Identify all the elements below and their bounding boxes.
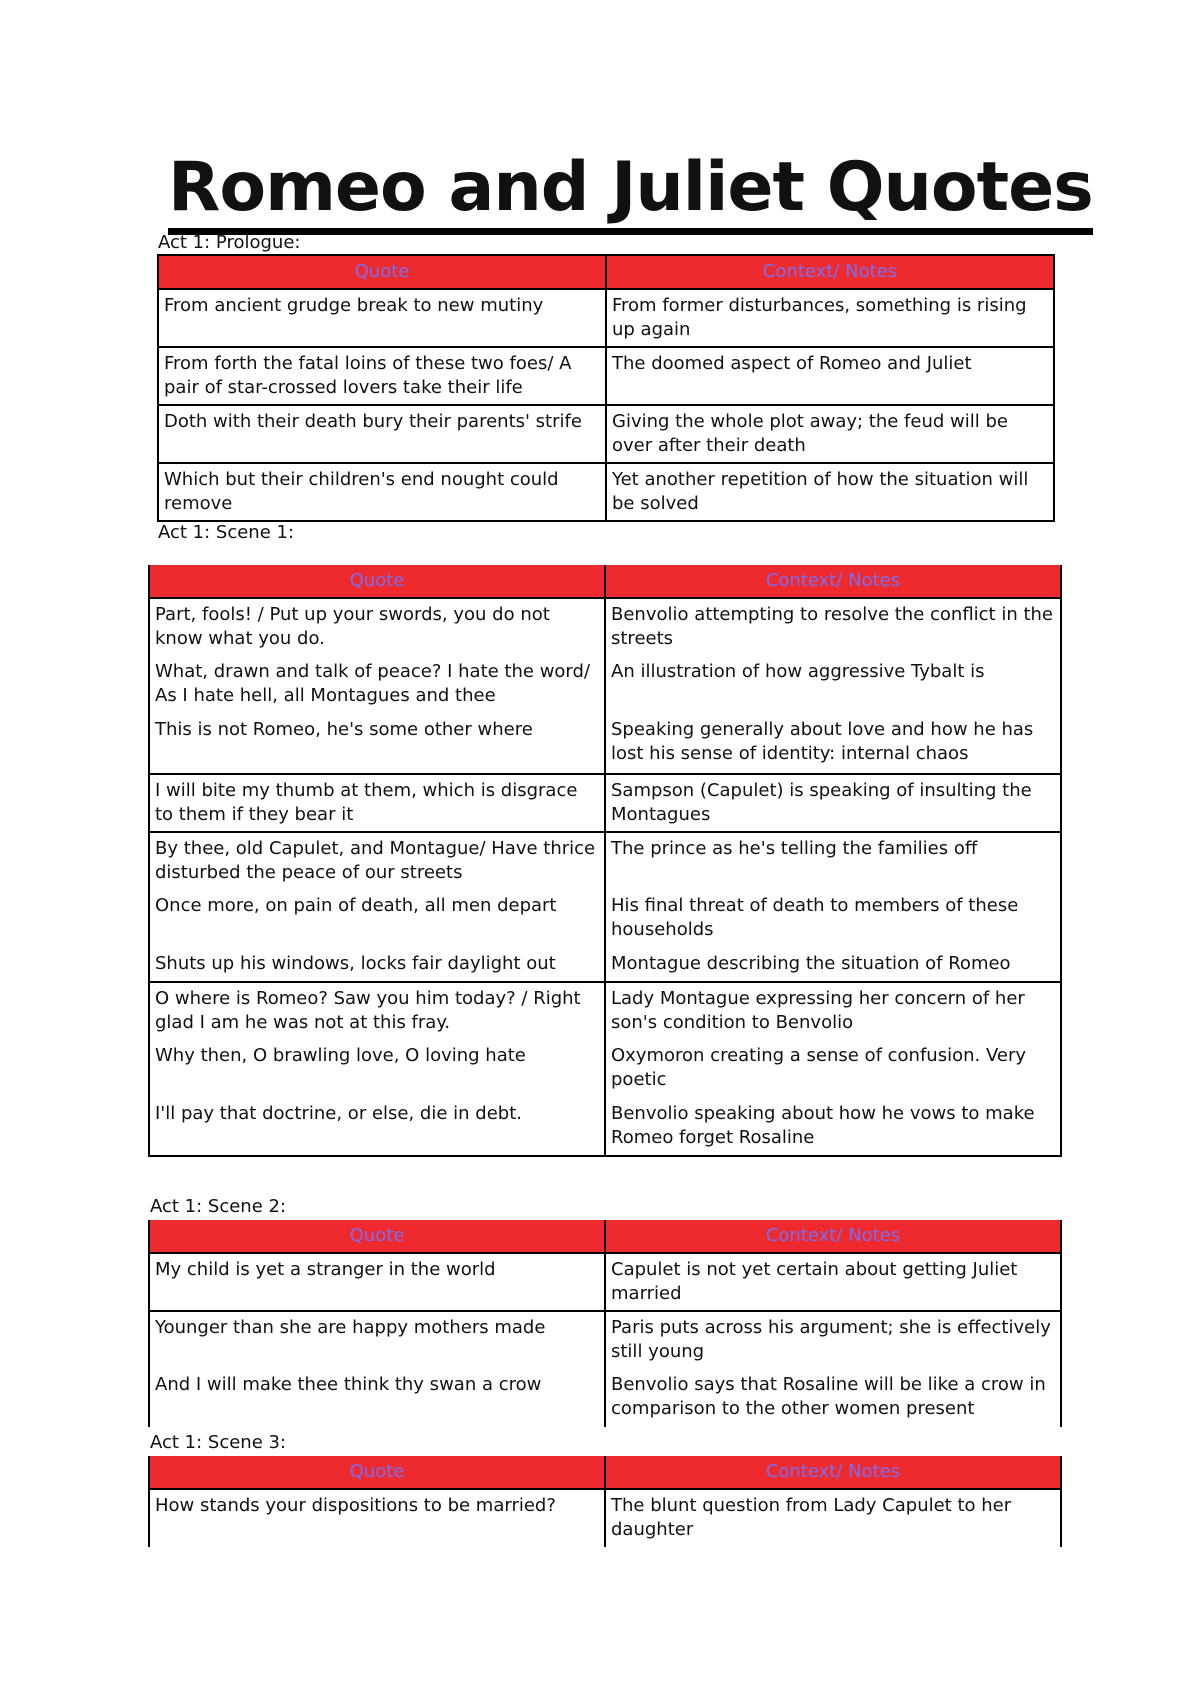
quote-cell: Doth with their death bury their parents' strife: [158, 405, 606, 463]
table-header-row: [149, 1456, 1061, 1489]
notes-cell: Benvolio attempting to resolve the conflict in the streets: [605, 598, 1061, 656]
page-title: Romeo and Juliet Quotes: [168, 148, 1093, 235]
quotes-table-scene-1: [148, 565, 1062, 1157]
table-row: [158, 289, 1054, 347]
notes-cell: Yet another repetition of how the situation will be solved: [606, 463, 1054, 521]
table-row: [149, 1311, 1061, 1369]
table-header-row: [149, 565, 1061, 598]
table-row: [149, 1489, 1061, 1547]
notes-cell: The prince as he's telling the families off: [605, 832, 1061, 890]
quotes-table-scene-3: [148, 1456, 1062, 1547]
quotes-table-prologue: [157, 254, 1055, 522]
notes-cell: His final threat of death to members of these households: [605, 890, 1061, 948]
column-header-notes: Context/ Notes: [605, 565, 1061, 598]
table-header-row: [158, 255, 1054, 289]
table-row: [149, 832, 1061, 890]
notes-cell: Sampson (Capulet) is speaking of insulting the Montagues: [605, 774, 1061, 832]
notes-cell: The doomed aspect of Romeo and Juliet: [606, 347, 1054, 405]
notes-cell: Benvolio says that Rosaline will be like a crow in comparison to the other women present: [605, 1369, 1061, 1427]
notes-cell: Montague describing the situation of Romeo: [605, 948, 1061, 982]
quote-cell: Which but their children's end nought could remove: [158, 463, 606, 521]
quote-cell: This is not Romeo, he's some other where: [149, 714, 605, 774]
quote-cell: Why then, O brawling love, O loving hate: [149, 1040, 605, 1098]
notes-cell: An illustration of how aggressive Tybalt is: [605, 656, 1061, 714]
quotes-table-scene-2: [148, 1220, 1062, 1427]
table-row: [149, 1253, 1061, 1311]
notes-cell: From former disturbances, something is rising up again: [606, 289, 1054, 347]
quote-cell: From ancient grudge break to new mutiny: [158, 289, 606, 347]
table-header-row: [149, 1220, 1061, 1253]
table-row: [149, 1369, 1061, 1427]
quote-cell: How stands your dispositions to be married?: [149, 1489, 605, 1547]
column-header-notes: Context/ Notes: [606, 255, 1054, 289]
notes-cell: Capulet is not yet certain about getting Juliet married: [605, 1253, 1061, 1311]
notes-cell: Benvolio speaking about how he vows to make Romeo forget Rosaline: [605, 1098, 1061, 1156]
table-row: [149, 714, 1061, 774]
quote-cell: What, drawn and talk of peace? I hate the word/ As I hate hell, all Montagues and thee: [149, 656, 605, 714]
notes-cell: Speaking generally about love and how he has lost his sense of identity: internal chaos: [605, 714, 1061, 774]
column-header-notes: Context/ Notes: [605, 1220, 1061, 1253]
column-header-quote: Quote: [158, 255, 606, 289]
notes-cell: Oxymoron creating a sense of confusion. Very poetic: [605, 1040, 1061, 1098]
section-label-prologue: Act 1: Prologue:: [158, 232, 301, 253]
table-row: [149, 1040, 1061, 1098]
quote-cell: I will bite my thumb at them, which is disgrace to them if they bear it: [149, 774, 605, 832]
column-header-quote: Quote: [149, 1220, 605, 1253]
notes-cell: Giving the whole plot away; the feud will be over after their death: [606, 405, 1054, 463]
quote-cell: My child is yet a stranger in the world: [149, 1253, 605, 1311]
quote-cell: From forth the fatal loins of these two foes/ A pair of star-crossed lovers take their life: [158, 347, 606, 405]
table-row: [149, 774, 1061, 832]
table-row: [149, 598, 1061, 656]
table-row: [158, 463, 1054, 521]
notes-cell: Lady Montague expressing her concern of her son's condition to Benvolio: [605, 982, 1061, 1040]
section-label-scene-2: Act 1: Scene 2:: [150, 1196, 287, 1217]
table-row: [158, 405, 1054, 463]
quote-cell: I'll pay that doctrine, or else, die in debt.: [149, 1098, 605, 1156]
table-row: [158, 347, 1054, 405]
quote-cell: And I will make thee think thy swan a crow: [149, 1369, 605, 1427]
quote-cell: By thee, old Capulet, and Montague/ Have thrice disturbed the peace of our streets: [149, 832, 605, 890]
table-row: [149, 656, 1061, 714]
quote-cell: Shuts up his windows, locks fair daylight out: [149, 948, 605, 982]
column-header-quote: Quote: [149, 1456, 605, 1489]
table-row: [149, 890, 1061, 948]
notes-cell: The blunt question from Lady Capulet to her daughter: [605, 1489, 1061, 1547]
column-header-quote: Quote: [149, 565, 605, 598]
table-row: [149, 982, 1061, 1040]
section-label-scene-1: Act 1: Scene 1:: [158, 522, 295, 543]
notes-cell: Paris puts across his argument; she is effectively still young: [605, 1311, 1061, 1369]
table-row: [149, 1098, 1061, 1156]
section-label-scene-3: Act 1: Scene 3:: [150, 1432, 287, 1453]
quote-cell: O where is Romeo? Saw you him today? / Right glad I am he was not at this fray.: [149, 982, 605, 1040]
quote-cell: Part, fools! / Put up your swords, you do not know what you do.: [149, 598, 605, 656]
quote-cell: Once more, on pain of death, all men depart: [149, 890, 605, 948]
column-header-notes: Context/ Notes: [605, 1456, 1061, 1489]
table-row: [149, 948, 1061, 982]
quote-cell: Younger than she are happy mothers made: [149, 1311, 605, 1369]
